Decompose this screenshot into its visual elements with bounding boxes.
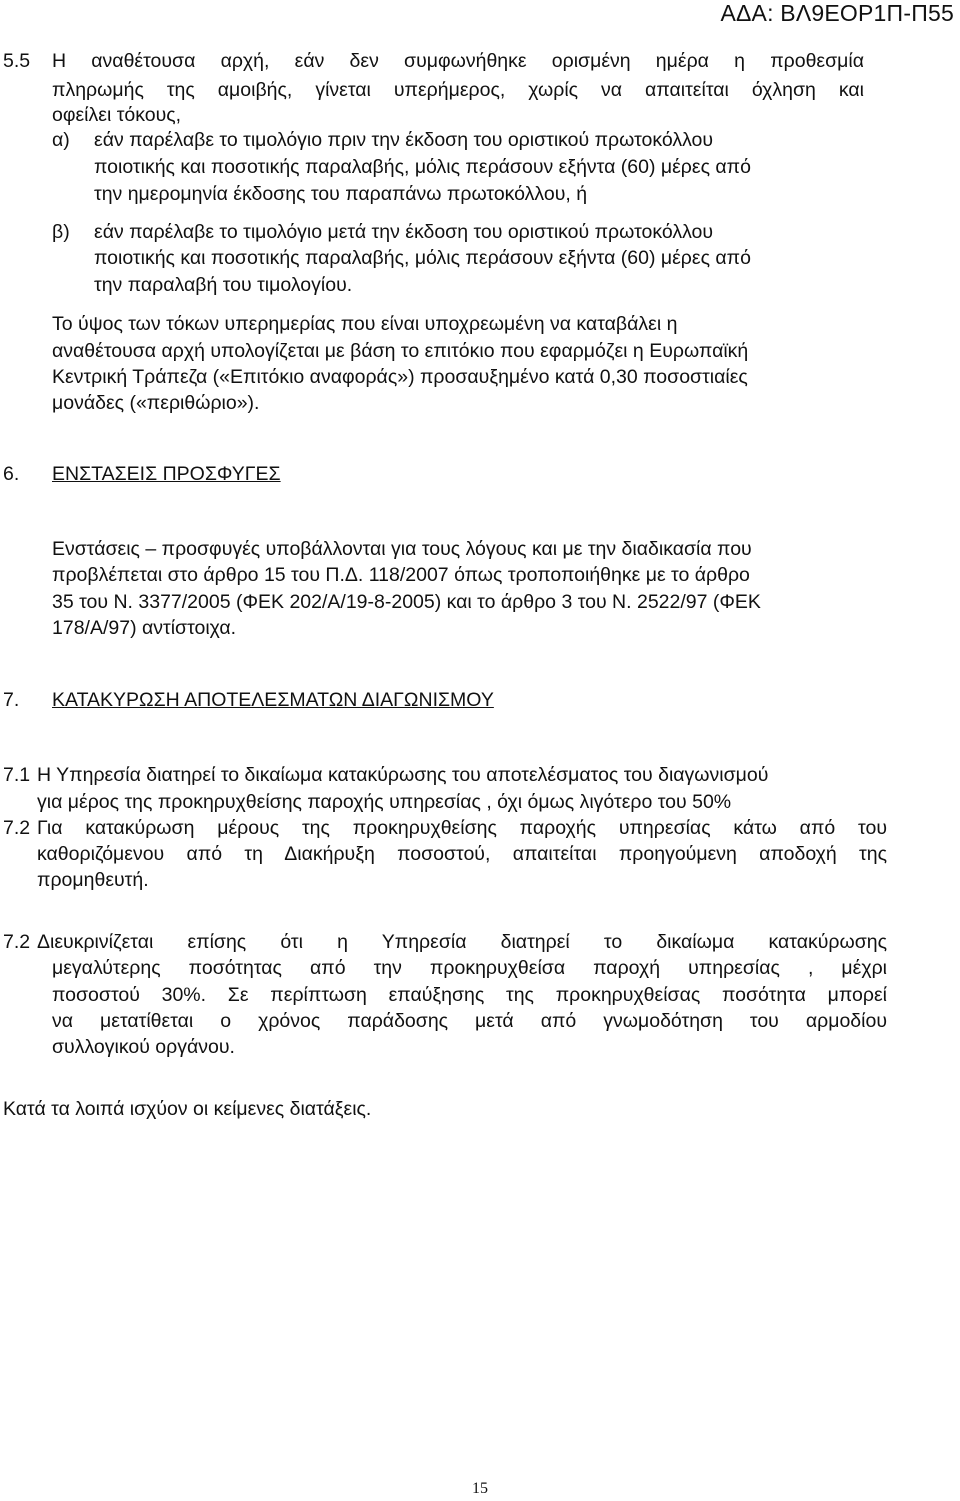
section-number: 5.5 [3, 50, 31, 72]
paragraph-line: προμηθευτή. [37, 869, 149, 891]
paragraph-line: Το ύψος των τόκων υπερημερίας που είναι υποχρεωμένη να καταβάλει η [52, 313, 678, 335]
list-marker: α) [52, 129, 70, 151]
list-marker: β) [52, 221, 70, 243]
paragraph-line: Διευκρινίζεται επίσης ότι η Υπηρεσία διατηρεί το δικαίωμα κατακύρωσης [37, 931, 887, 953]
paragraph-line: μεγαλύτερης ποσότητας από την προκηρυχθείσα παροχή υπηρεσίας , μέχρι [52, 957, 887, 979]
list-item-line: ποιοτικής και ποσοτικής παραλαβής, μόλις περάσουν εξήντα (60) μέρες από [94, 156, 751, 178]
section-heading: ΕΝΣΤΑΣΕΙΣ ΠΡΟΣΦΥΓΕΣ [52, 463, 281, 485]
subsection-number: 7.2 [3, 817, 31, 839]
list-item-line: την ημερομηνία έκδοσης του παραπάνω πρωτοκόλλου, ή [94, 183, 588, 205]
paragraph-line: 178/Α/97) αντίστοιχα. [52, 617, 237, 639]
paragraph-line: Η Υπηρεσία διατηρεί το δικαίωμα κατακύρωσης του αποτελέσματος του διαγωνισμού [37, 764, 769, 786]
page-number: 15 [472, 1480, 488, 1497]
section-number: 7. [3, 689, 20, 711]
paragraph-line: για μέρος της προκηρυχθείσης παροχής υπηρεσίας , όχι όμως λιγότερο του 50% [37, 791, 732, 813]
paragraph-line: συλλογικού οργάνου. [52, 1036, 235, 1058]
paragraph-line: Η αναθέτουσα αρχή, εάν δεν συμφωνήθηκε ορισμένη ημέρα η προθεσμία [52, 50, 864, 72]
paragraph-line: Ενστάσεις – προσφυγές υποβάλλονται για τους λόγους και με την διαδικασία που [52, 538, 752, 560]
paragraph-line: μονάδες («περιθώριο»). [52, 392, 260, 414]
paragraph-line: οφείλει τόκους, [52, 104, 182, 126]
paragraph-line: πληρωμής της αμοιβής, γίνεται υπερήμερος, χωρίς να απαιτείται όχληση και [52, 79, 864, 101]
list-item-line: εάν παρέλαβε το τιμολόγιο μετά την έκδοση του οριστικού πρωτοκόλλου [94, 221, 714, 243]
paragraph-line: ποσοστού 30%. Σε περίπτωση επαύξησης της προκηρυχθείσας ποσότητα μπορεί [52, 984, 887, 1006]
paragraph-line: καθοριζόμενου από τη Διακήρυξη ποσοστού, απαιτείται προηγούμενη αποδοχή της [37, 843, 887, 865]
document-code: ΑΔΑ: ΒΛ9ΕΟΡ1Π-Π55 [720, 0, 954, 26]
subsection-number: 7.1 [3, 764, 31, 786]
section-number: 6. [3, 463, 20, 485]
paragraph-line: να μετατίθεται ο χρόνος παράδοσης μετά από γνωμοδότηση του αρμοδίου [52, 1010, 887, 1032]
list-item-line: ποιοτικής και ποσοτικής παραλαβής, μόλις περάσουν εξήντα (60) μέρες από [94, 247, 751, 269]
paragraph-line: 35 του Ν. 3377/2005 (ΦΕΚ 202/Α/19-8-2005) και το άρθρο 3 του Ν. 2522/97 (ΦΕΚ [52, 591, 761, 613]
paragraph-line: Για κατακύρωση μέρους της προκηρυχθείσης παροχής υπηρεσίας κάτω από του [37, 817, 887, 839]
paragraph-line: Κεντρική Τράπεζα («Επιτόκιο αναφοράς») προσαυξημένο κατά 0,30 ποσοστιαίες [52, 366, 748, 388]
subsection-number: 7.2 [3, 931, 31, 953]
closing-statement: Κατά τα λοιπά ισχύον οι κείμενες διατάξεις. [3, 1098, 372, 1120]
paragraph-line: προβλέπεται στο άρθρο 15 του Π.Δ. 118/2007 όπως τροποποιήθηκε με το άρθρο [52, 564, 750, 586]
paragraph-line: αναθέτουσα αρχή υπολογίζεται με βάση το επιτόκιο που εφαρμόζει η Ευρωπαϊκή [52, 340, 749, 362]
section-heading: ΚΑΤΑΚΥΡΩΣΗ ΑΠΟΤΕΛΕΣΜΑΤΩΝ ΔΙΑΓΩΝΙΣΜΟΥ [52, 689, 494, 711]
list-item-line: εάν παρέλαβε το τιμολόγιο πριν την έκδοση του οριστικού πρωτοκόλλου [94, 129, 714, 151]
list-item-line: την παραλαβή του τιμολογίου. [94, 274, 353, 296]
